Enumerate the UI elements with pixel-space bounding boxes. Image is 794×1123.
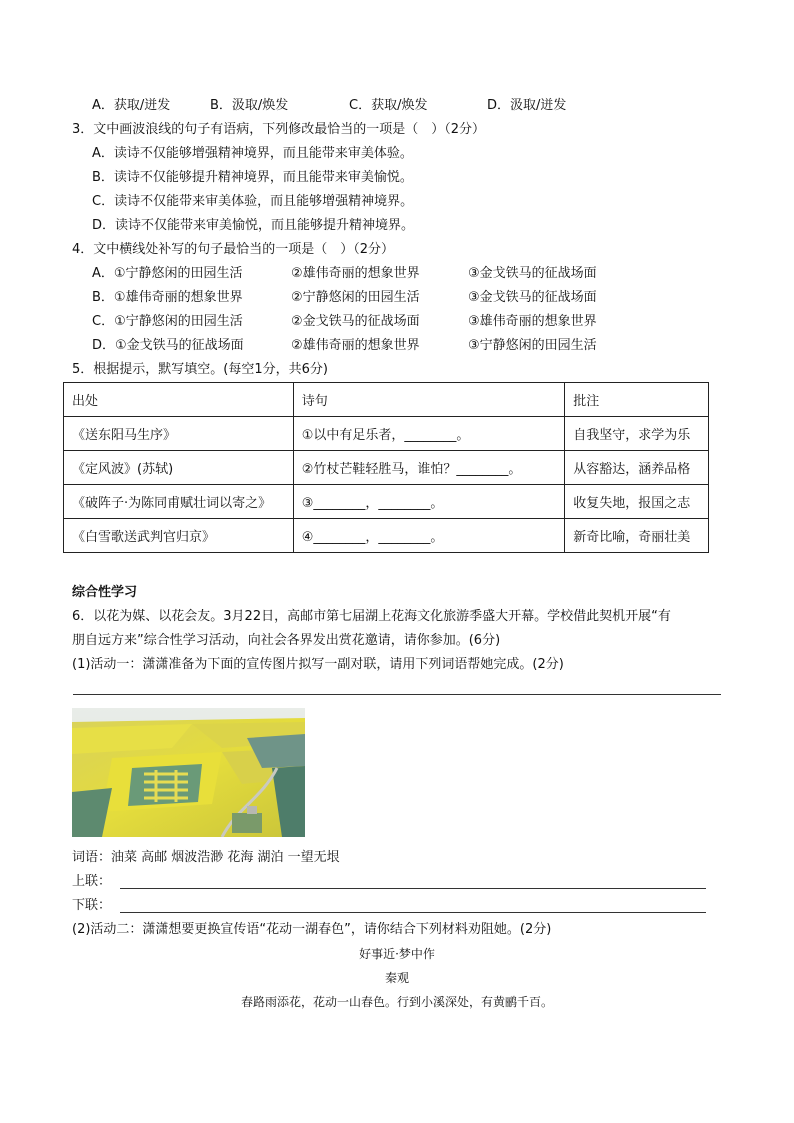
q4-b-2: ②宁静悠闲的田园生活 bbox=[291, 290, 420, 305]
q6-activity1: (1)活动一：潇潇准备为下面的宣传图片拟写一副对联，请用下列词语帮她完成。(2分) bbox=[72, 657, 564, 672]
q4-c-2: ②金戈铁马的征战场面 bbox=[291, 314, 420, 329]
q4-stem: 4．文中横线处补写的句子最恰当的一项是（ ）（2分） bbox=[72, 242, 395, 257]
poem-title: 好事近·梦中作 bbox=[359, 947, 435, 961]
q4-b-3: ③金戈铁马的征战场面 bbox=[468, 290, 597, 305]
answer-line[interactable] bbox=[73, 694, 721, 695]
q4-a-1: A．①宁静悠闲的田园生活 bbox=[92, 266, 243, 281]
q6-intro-line1: 6．以花为媒、以花会友。3月22日，高邮市第七届湖上花海文化旅游季盛大开幕。学校借此契机开展“有 bbox=[72, 609, 671, 624]
row-source: 《破阵子·为陈同甫赋壮词以寄之》 bbox=[64, 485, 294, 519]
q2-option-a: A．获取/迸发 bbox=[92, 98, 171, 113]
row-verse-blank[interactable]: ③________，________。 bbox=[293, 485, 564, 519]
row-verse-blank[interactable]: ②竹杖芒鞋轻胜马，谁怕？________。 bbox=[293, 451, 564, 485]
q2-option-d: D．汲取/迸发 bbox=[487, 98, 567, 113]
table-row bbox=[64, 451, 709, 485]
q4-d-3: ③宁静悠闲的田园生活 bbox=[468, 338, 597, 353]
rapeseed-field-photo bbox=[72, 708, 305, 837]
recitation-table bbox=[63, 382, 709, 553]
upper-couplet-label: 上联： bbox=[72, 874, 112, 889]
q3-option-c: C．读诗不仅能带来审美体验，而且能够增强精神境界。 bbox=[92, 194, 414, 209]
header-source: 出处 bbox=[64, 383, 294, 417]
lower-couplet-label: 下联： bbox=[72, 898, 112, 913]
q6-intro-line2: 朋自远方来”综合性学习活动，向社会各界发出赏花邀请，请你参加。(6分) bbox=[72, 633, 501, 648]
q2-option-b: B．汲取/焕发 bbox=[210, 98, 289, 113]
row-source: 《白雪歌送武判官归京》 bbox=[64, 519, 294, 553]
q4-c-1: C．①宁静悠闲的田园生活 bbox=[92, 314, 243, 329]
q3-option-d: D．读诗不仅能带来审美愉悦，而且能够提升精神境界。 bbox=[92, 218, 415, 233]
q4-a-2: ②雄伟奇丽的想象世界 bbox=[291, 266, 420, 281]
table-row bbox=[64, 519, 709, 553]
table-row bbox=[64, 485, 709, 519]
row-note: 自我坚守，求学为乐 bbox=[565, 417, 709, 451]
table-row bbox=[64, 417, 709, 451]
q6-activity2: (2)活动二：潇潇想要更换宣传语“花动一湖春色”，请你结合下列材料劝阻她。(2分) bbox=[72, 922, 552, 937]
row-source: 《定风波》(苏轼) bbox=[64, 451, 294, 485]
q3-option-b: B．读诗不仅能够提升精神境界，而且能带来审美愉悦。 bbox=[92, 170, 413, 185]
q4-d-1: D．①金戈铁马的征战场面 bbox=[92, 338, 244, 353]
row-verse-blank[interactable]: ①以中有足乐者，________。 bbox=[293, 417, 564, 451]
q4-d-2: ②雄伟奇丽的想象世界 bbox=[291, 338, 420, 353]
poem-author: 秦观 bbox=[384, 971, 409, 985]
q3-option-a: A．读诗不仅能够增强精神境界，而且能带来审美体验。 bbox=[92, 146, 413, 161]
row-note: 收复失地，报国之志 bbox=[565, 485, 709, 519]
q4-b-1: B．①雄伟奇丽的想象世界 bbox=[92, 290, 243, 305]
section-title: 综合性学习 bbox=[72, 585, 138, 600]
q4-a-3: ③金戈铁马的征战场面 bbox=[468, 266, 597, 281]
row-note: 新奇比喻，奇丽壮美 bbox=[565, 519, 709, 553]
row-verse-blank[interactable]: ④________，________。 bbox=[293, 519, 564, 553]
q5-stem: 5．根据提示，默写填空。(每空1分，共6分) bbox=[72, 362, 328, 377]
row-note: 从容豁达，涵养品格 bbox=[565, 451, 709, 485]
lower-couplet-line[interactable] bbox=[120, 912, 706, 913]
poem-line: 春路雨添花，花动一山春色。行到小溪深处，有黄鹂千百。 bbox=[240, 995, 553, 1009]
q2-option-c: C．获取/焕发 bbox=[349, 98, 428, 113]
q4-c-3: ③雄伟奇丽的想象世界 bbox=[468, 314, 597, 329]
row-source: 《送东阳马生序》 bbox=[64, 417, 294, 451]
header-note: 批注 bbox=[565, 383, 709, 417]
q6-words: 词语：油菜 高邮 烟波浩渺 花海 湖泊 一望无垠 bbox=[72, 850, 340, 865]
header-verse: 诗句 bbox=[293, 383, 564, 417]
upper-couplet-line[interactable] bbox=[120, 888, 706, 889]
table-header-row bbox=[64, 383, 709, 417]
q3-stem: 3．文中画波浪线的句子有语病，下列修改最恰当的一项是（ ）（2分） bbox=[72, 122, 486, 137]
